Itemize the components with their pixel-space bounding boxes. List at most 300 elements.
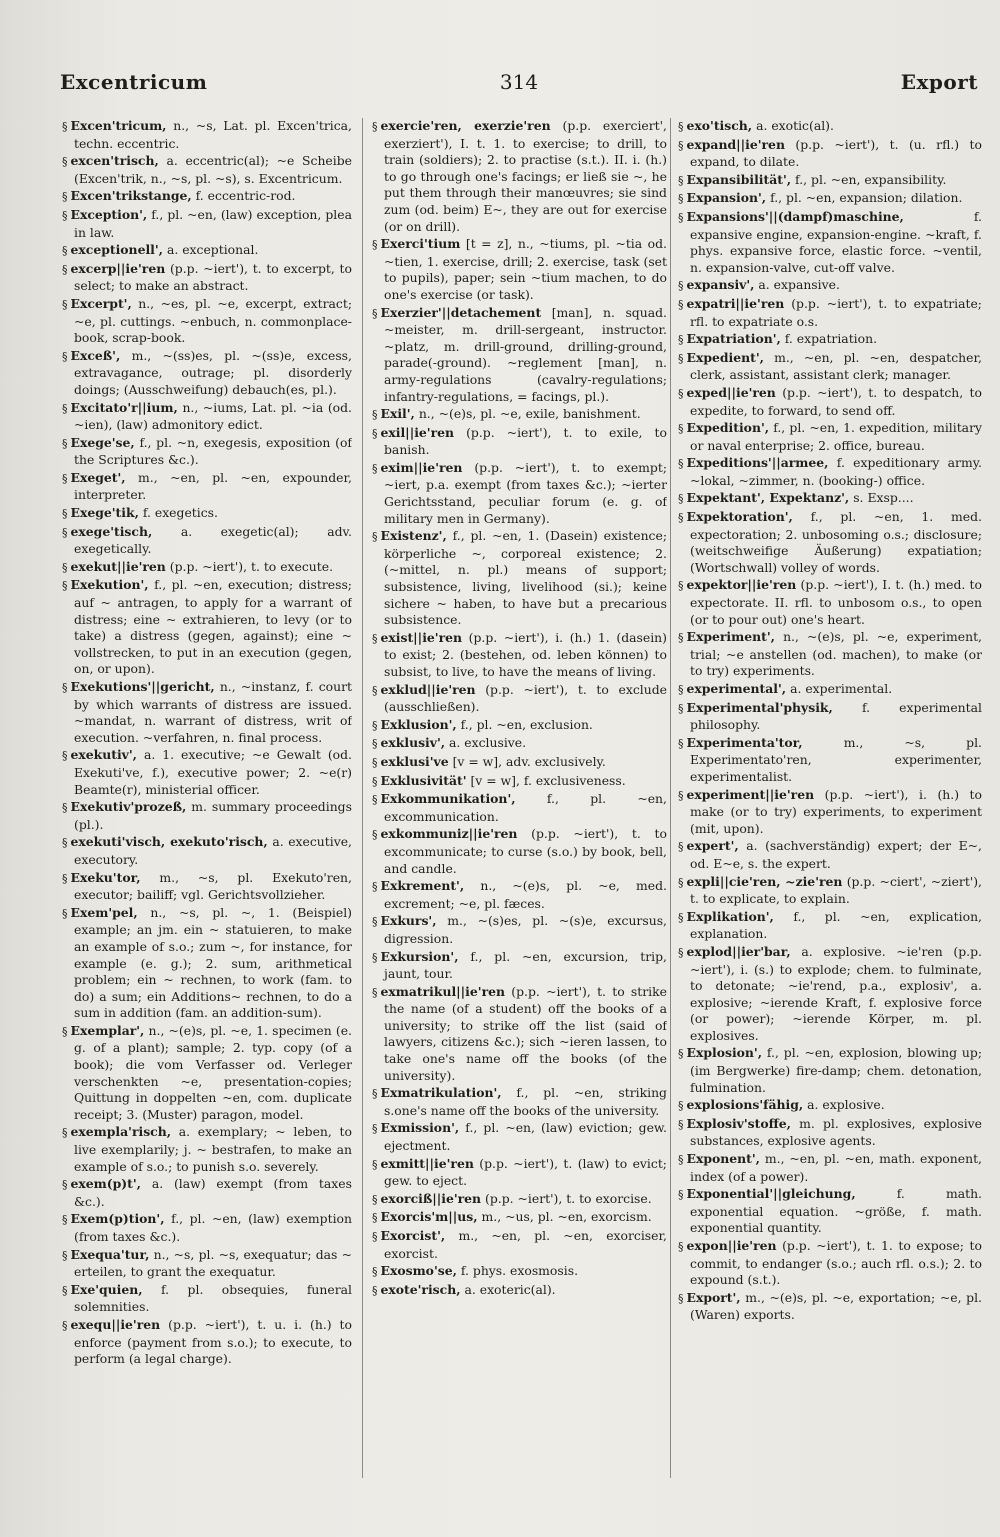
entry-definition: f. pl. obsequies, funeral solemnities. — [74, 1281, 352, 1315]
entry-definition: [v = w], f. exclusiveness. — [470, 772, 626, 788]
section-mark-icon: § — [372, 408, 378, 422]
entry-headword: exequ||ie'ren — [70, 1316, 161, 1332]
entry-definition: a. (sachverständig) expert; der E~, od. E~e, s. the expert. — [690, 838, 982, 871]
dictionary-entry — [678, 490, 982, 508]
entry-definition: f., pl. ~en, exclusion. — [460, 716, 593, 732]
entry-definition: a. exegetic(al); adv. exegetically. — [74, 523, 352, 557]
entry-headword: exote'risch, — [380, 1281, 461, 1297]
entry-headword: expand||ie'ren — [686, 136, 785, 152]
entry-definition: (p.p. ~ciert', ~ziert'), t. to explicate, to explain. — [690, 873, 982, 907]
entry-headword: exkommuniz||ie'ren — [380, 826, 518, 842]
entry-definition: [t = z], n., ~tiums, pl. ~tia od. ~tien, 1. exercise, drill; 2. exercise, task (set to pupils), paper; sein ~tium machen, to do one's exercise (or task). — [384, 236, 667, 302]
dictionary-entry — [62, 905, 352, 1022]
dictionary-entry — [372, 754, 667, 772]
section-mark-icon: § — [678, 701, 684, 715]
entry-definition: m., ~(e)s, pl. ~e, exportation; ~e, pl. (Waren) exports. — [690, 1289, 982, 1323]
section-mark-icon: § — [678, 910, 684, 924]
column-1 — [62, 118, 352, 1518]
entry-definition: m., ~us, pl. ~en, exorcism. — [481, 1209, 652, 1225]
entry-definition: a. (law) exempt (from taxes &c.). — [74, 1176, 352, 1209]
dictionary-entry — [678, 455, 982, 489]
dictionary-entry — [372, 949, 667, 983]
entry-definition: (p.p. ~iert'), t. (law) to evict; gew. to eject. — [384, 1155, 667, 1189]
dictionary-entry — [372, 1263, 667, 1281]
entry-definition: f., pl. ~en, execution; distress; auf ~ antragen, to apply for a warrant of distress; eine ~ extrahieren, to levy (or to take) a distress (gegen, against); eine ~ vollstrecken, to put in an execution (gegen, on, or upon). — [74, 577, 352, 677]
dictionary-entry — [372, 773, 667, 791]
dictionary-entry — [62, 799, 352, 833]
section-mark-icon: § — [678, 788, 684, 802]
entry-headword: exklusiv', — [380, 735, 446, 751]
entry-definition: n., ~(e)s, pl. ~e, 1. specimen (e. g. of a plant); sample; 2. typ. copy (of a book); die vom Verfasser od. Verleger verschenkten ~e, presentation-copies; Quittung in doppelten ~en, com. duplicate receipt; 3. (Muster) paragon, model. — [74, 1022, 352, 1122]
dictionary-entry — [678, 277, 982, 295]
dictionary-entry — [372, 878, 667, 912]
entry-definition: f. exegetics. — [142, 505, 218, 521]
section-mark-icon: § — [372, 1230, 378, 1243]
section-mark-icon: § — [62, 681, 68, 694]
section-mark-icon: § — [372, 828, 378, 842]
section-mark-icon: § — [372, 1265, 378, 1279]
dictionary-entry — [678, 874, 982, 908]
entry-headword: Exkurs', — [380, 913, 437, 929]
section-mark-icon: § — [62, 208, 68, 222]
dictionary-entry — [62, 1023, 352, 1124]
section-mark-icon: § — [62, 297, 68, 311]
section-mark-icon: § — [678, 840, 684, 854]
section-mark-icon: § — [62, 560, 68, 574]
section-mark-icon: § — [678, 422, 684, 436]
entry-definition: m. summary proceedings (pl.). — [74, 799, 352, 832]
dictionary-entry — [62, 242, 352, 260]
page-header — [60, 70, 978, 104]
section-mark-icon: § — [372, 737, 378, 751]
dictionary-entry — [62, 747, 352, 798]
entry-definition: (p.p. ~iert'), t. to exile, to banish. — [384, 424, 667, 458]
entry-definition: (p.p. ~iert'), t. to execute. — [169, 558, 334, 574]
entry-headword: Exil', — [380, 406, 415, 422]
entry-definition: (p.p. exerciert', exerziert'), I. t. 1. to exercise; to drill, to train (soldiers); 2. to practise (s.t.). II. i. (h.) to go through one's facings; er ließ sie ~, he put them through their manœuvres; sie sind zum (od. beim) E~, they are out for exercise (or on drill). — [384, 118, 667, 234]
dictionary-entry — [62, 261, 352, 295]
entry-headword: Expedition', — [686, 420, 770, 436]
entry-definition: n., ~(e)s, pl. ~e, exile, banishment. — [418, 406, 641, 422]
dictionary-entry — [678, 137, 982, 171]
entry-headword: excen'trisch, — [70, 153, 159, 169]
entry-definition: f. expansive engine, expansion-engine. ~kraft, f. phys. expansive force, elastic force. ~ventil, n. expansion-valve, cut-off valve. — [690, 208, 982, 275]
dictionary-entry — [372, 1282, 667, 1300]
dictionary-entry — [62, 1317, 352, 1368]
entry-headword: exklud||ie'ren — [380, 681, 476, 697]
entry-headword: Exklusivität' — [380, 772, 467, 788]
dictionary-entry — [62, 296, 352, 347]
section-mark-icon: § — [62, 801, 68, 815]
entry-definition: n., ~instanz, f. court by which warrants of distress are issued. ~mandat, n. warrant of distress, writ of execution. ~verfahren, n. final process. — [74, 679, 352, 745]
dictionary-entry — [678, 385, 982, 419]
section-mark-icon: § — [62, 401, 68, 415]
dictionary-entry — [62, 153, 352, 187]
section-mark-icon: § — [372, 120, 378, 133]
entry-headword: Experiment', — [686, 629, 775, 645]
entry-definition: f., pl. ~en, (law) exception, plea in law. — [74, 206, 352, 240]
entry-definition: m., ~(s)es, pl. ~(s)e, excursus, digression. — [384, 913, 667, 946]
dictionary-entry — [678, 296, 982, 330]
section-mark-icon: § — [372, 426, 378, 440]
entry-definition: a. exceptional. — [166, 242, 259, 258]
entry-headword: Exceß', — [70, 347, 121, 363]
entry-headword: exped||ie'ren — [686, 384, 776, 400]
entry-headword: Exmission', — [380, 1120, 460, 1136]
entry-definition: f., pl. ~en, explication, explanation. — [690, 908, 982, 942]
entry-definition: [v = w], adv. exclusively. — [452, 753, 606, 769]
entry-headword: Explikation', — [686, 908, 774, 924]
section-mark-icon: § — [62, 1283, 68, 1297]
entry-headword: Exemplar', — [70, 1022, 145, 1038]
entry-headword: exekutiv', — [70, 747, 137, 763]
dictionary-entry — [372, 1120, 667, 1154]
section-mark-icon: § — [62, 906, 68, 920]
entry-definition: a. experimental. — [790, 681, 893, 696]
dictionary-entry — [62, 188, 352, 206]
entry-headword: exem(p)t', — [70, 1176, 141, 1192]
section-mark-icon: § — [372, 306, 378, 320]
dictionary-entry — [62, 207, 352, 241]
dictionary-entry — [678, 350, 982, 384]
entry-definition: f. phys. exosmosis. — [460, 1263, 579, 1279]
dictionary-entry — [372, 1156, 667, 1190]
section-mark-icon: § — [678, 579, 684, 593]
entry-headword: Exerci'tium — [380, 236, 461, 252]
entry-definition: f. expeditionary army. ~lokal, ~zimmer, n. (booking-) office. — [690, 455, 982, 488]
entry-definition: a. explosive. — [807, 1097, 885, 1113]
entry-definition: (p.p. ~iert'), t. to excommunicate; to curse (s.o.) by book, bell, and candle. — [384, 826, 667, 876]
dictionary-entry — [372, 1209, 667, 1227]
entry-headword: exege'tisch, — [70, 523, 153, 539]
dictionary-entry — [372, 1085, 667, 1119]
dictionary-entry — [62, 435, 352, 469]
entry-headword: Excerpt', — [70, 295, 132, 311]
entry-headword: exempla'risch, — [70, 1124, 172, 1140]
section-mark-icon: § — [62, 871, 68, 885]
entry-definition: a. exoteric(al). — [464, 1281, 556, 1297]
entry-headword: Experimental'physik, — [686, 699, 833, 715]
entry-headword: exim||ie'ren — [380, 459, 463, 475]
section-mark-icon: § — [62, 579, 68, 593]
dictionary-entry — [62, 1211, 352, 1245]
entry-headword: Exkursion', — [380, 948, 459, 964]
section-mark-icon: § — [678, 683, 684, 696]
dictionary-entry — [678, 700, 982, 734]
entry-definition: m., ~s, pl. Exekuto'ren, executor; bailiff; vgl. Gerichtsvollzieher. — [74, 869, 352, 903]
section-mark-icon: § — [372, 238, 378, 252]
section-mark-icon: § — [62, 507, 68, 521]
entry-definition: (p.p. ~iert'), t. 1. to expose; to commit, to endanger (s.o.; auch rfl. o.s.); 2. to expound (s.t.). — [690, 1238, 982, 1288]
section-mark-icon: § — [678, 351, 684, 365]
dictionary-entry — [62, 118, 352, 152]
entry-definition: (p.p. ~iert'), t. u. i. (h.) to enforce (payment from s.o.); to execute, to perform (a legal charge). — [74, 1316, 352, 1367]
entry-headword: Exception', — [70, 206, 148, 222]
entry-definition: (p.p. ~iert'), t. to despatch, to expedite, to forward, to send off. — [690, 384, 982, 418]
entry-headword: Exponential'||gleichung, — [686, 1186, 856, 1202]
dictionary-entry — [372, 1191, 667, 1209]
dictionary-entry — [678, 1045, 982, 1096]
entry-headword: excerp||ie'ren — [70, 260, 166, 276]
section-mark-icon: § — [62, 749, 68, 763]
dictionary-entry — [372, 118, 667, 235]
section-mark-icon: § — [62, 1024, 68, 1038]
section-mark-icon: § — [372, 950, 378, 964]
section-mark-icon: § — [678, 1291, 684, 1305]
dictionary-entry — [372, 682, 667, 716]
entry-headword: Exeget', — [70, 469, 126, 485]
section-mark-icon: § — [678, 279, 684, 293]
section-mark-icon: § — [678, 457, 684, 471]
dictionary-entry — [678, 629, 982, 680]
entry-headword: Expedient', — [686, 349, 764, 365]
entry-headword: exklusi've — [380, 753, 449, 769]
entry-definition: a. 1. executive; ~e Gewalt (od. Exekuti've, f.), executive power; 2. ~e(r) Beamte(r), ministerial officer. — [74, 747, 352, 797]
entry-definition: m., ~en, pl. ~en, expounder, interpreter. — [74, 469, 352, 503]
entry-definition: f., pl. ~en, 1. med. expectoration; 2. unbosoming o.s.; disclosure; (weitschweifige Äußerung) expatiation; (Wortschwall) volley of words. — [690, 509, 982, 575]
entry-definition: f., pl. ~en, excursion, trip, jaunt, tour. — [384, 948, 667, 982]
entry-definition: m., ~en, pl. ~en, math. exponent, index (of a power). — [690, 1151, 982, 1184]
section-mark-icon: § — [62, 1126, 68, 1140]
dictionary-entry — [62, 1247, 352, 1281]
entry-definition: f., pl. ~en, expansibility. — [795, 171, 947, 187]
section-mark-icon: § — [62, 1213, 68, 1227]
section-mark-icon: § — [62, 471, 68, 485]
section-mark-icon: § — [372, 774, 378, 788]
dictionary-entry — [372, 717, 667, 735]
entry-definition: a. expansive. — [758, 277, 840, 293]
section-mark-icon: § — [372, 915, 378, 929]
section-mark-icon: § — [372, 631, 378, 645]
dictionary-entry — [678, 331, 982, 349]
entry-headword: Exponent', — [686, 1151, 760, 1167]
entry-headword: Exerzier'||detachement — [380, 304, 542, 320]
section-mark-icon: § — [678, 511, 684, 525]
dictionary-entry — [62, 1176, 352, 1210]
entry-headword: Experimenta'tor, — [686, 734, 803, 750]
entry-definition: n., ~(e)s, pl. ~e, experiment, trial; ~e anstellen (od. machen), to make (or to try) experiments. — [690, 629, 982, 679]
entry-definition: n., ~(e)s, pl. ~e, med. excrement; ~e, pl. fæces. — [384, 878, 667, 911]
section-mark-icon: § — [62, 262, 68, 276]
entry-definition: (p.p. ~iert'), t. (u. rfl.) to expand, to dilate. — [690, 136, 982, 170]
entry-definition: a. exemplary; ~ leben, to live exemplarily; j. ~ bestrafen, to make an example of s.o.; to punish s.o. severely. — [74, 1124, 352, 1174]
section-mark-icon: § — [678, 1153, 684, 1167]
entry-headword: Exekution', — [70, 577, 149, 593]
entry-headword: experiment||ie'ren — [686, 786, 815, 802]
entry-definition: a. eccentric(al); ~e Scheibe (Excen'trik, n., ~s, pl. ~s), s. Excentricum. — [74, 153, 352, 186]
entry-definition: (p.p. ~iert'), t. to exorcise. — [485, 1190, 652, 1206]
entry-definition: f., pl. ~en, explosion, blowing up; (im Bergwerke) fire-damp; chem. detonation, fulmination. — [690, 1045, 982, 1095]
entry-definition: (p.p. ~iert'), t. to exempt; ~iert, p.a. exempt (from taxes &c.); ~ierter Gerichtsstand, peculiar forum (e. g. of military men in Germany). — [384, 459, 667, 526]
section-mark-icon: § — [372, 1211, 378, 1225]
dictionary-entry — [62, 870, 352, 904]
entry-definition: f., pl. ~en, striking s.one's name off the books of the university. — [384, 1085, 667, 1118]
entry-headword: Expektant', Expektanz', — [686, 490, 850, 506]
section-mark-icon: § — [678, 333, 684, 347]
columns-container — [62, 118, 982, 1518]
entry-definition: m., ~s, pl. Experimentato'ren, experimenter, experimentalist. — [690, 734, 982, 784]
dictionary-entry — [62, 1282, 352, 1316]
dictionary-entry — [372, 735, 667, 753]
entry-headword: exceptionell', — [70, 242, 163, 258]
section-mark-icon: § — [62, 155, 68, 169]
dictionary-entry — [372, 460, 667, 527]
dictionary-entry — [678, 787, 982, 838]
dictionary-entry — [678, 118, 982, 136]
entry-headword: Exekutiv'prozeß, — [70, 799, 187, 815]
dictionary-entry — [678, 681, 982, 699]
entry-definition: f. experimental philosophy. — [690, 699, 982, 733]
section-mark-icon: § — [372, 1192, 378, 1206]
entry-headword: Expansions'||(dampf)maschine, — [686, 208, 904, 224]
section-mark-icon: § — [62, 1248, 68, 1262]
dictionary-entry — [372, 984, 667, 1085]
entry-headword: Excen'tricum, — [70, 118, 167, 133]
entry-headword: Exequa'tur, — [70, 1246, 150, 1262]
dictionary-entry — [678, 909, 982, 943]
entry-headword: Exorcis'm||us, — [380, 1209, 478, 1225]
entry-headword: Excitato'r||ium, — [70, 399, 178, 415]
entry-headword: Expansion', — [686, 190, 767, 206]
entry-headword: exmitt||ie'ren — [380, 1155, 474, 1171]
entry-definition: f., pl. ~n, exegesis, exposition (of the Scriptures &c.). — [74, 434, 352, 468]
section-mark-icon: § — [678, 736, 684, 750]
dictionary-entry — [678, 1097, 982, 1115]
entry-definition: f., pl. ~en, (law) exemption (from taxes &c.). — [74, 1211, 352, 1244]
entry-definition: (p.p. ~iert'), t. to expatriate; rfl. to expatriate o.s. — [690, 295, 982, 329]
dictionary-entry — [678, 1151, 982, 1185]
entry-headword: Expeditions'||armee, — [686, 455, 829, 471]
entry-definition: (p.p. ~iert'), i. (h.) 1. (dasein) to exist; 2. (bestehen, od. leben können) to subsist, to live, to have the means of living. — [384, 629, 667, 679]
entry-headword: exorciß||ie'ren — [380, 1190, 482, 1206]
entry-headword: Exege'se, — [70, 434, 135, 450]
entry-definition: f., pl. ~en, expansion; dilation. — [770, 190, 963, 206]
entry-headword: expatri||ie'ren — [686, 295, 785, 311]
entry-headword: exil||ie'ren — [380, 424, 455, 440]
section-mark-icon: § — [372, 530, 378, 544]
section-mark-icon: § — [678, 1188, 684, 1202]
dictionary-entry — [372, 305, 667, 406]
dictionary-entry — [678, 1238, 982, 1289]
entry-definition: a. exclusive. — [449, 735, 527, 751]
entry-definition: n., ~iums, Lat. pl. ~ia (od. ~ien), (law) admonitory edict. — [74, 399, 352, 433]
section-mark-icon: § — [62, 1178, 68, 1192]
section-mark-icon: § — [678, 386, 684, 400]
dictionary-entry — [62, 400, 352, 434]
entry-definition: f., pl. ~en, excommunication. — [384, 791, 667, 824]
entry-definition: f., pl. ~en, 1. (Dasein) existence; körperliche ~, corporeal existence; 2. (~mittel, n. pl.) means of support; subsistence, living, livelihood (si.); keine sichere ~ haben, to have but a precarious subsistence. — [384, 528, 667, 628]
entry-headword: Explosiv'stoffe, — [686, 1115, 791, 1131]
entry-headword: Exem(p)tion', — [70, 1211, 165, 1227]
section-mark-icon: § — [62, 1318, 68, 1332]
section-mark-icon: § — [372, 461, 378, 475]
entry-definition: f. math. exponential equation. ~größe, f. math. exponential quantity. — [690, 1186, 982, 1236]
section-mark-icon: § — [678, 173, 684, 187]
entry-headword: Exe'quien, — [70, 1281, 143, 1297]
entry-definition: (p.p. ~iert'), i. (h.) to make (or to try) experiments, to experiment (mit, upon). — [690, 786, 982, 836]
section-mark-icon: § — [372, 755, 378, 769]
entry-definition: a. executive, executory. — [74, 834, 352, 867]
entry-headword: expli||cie'ren, ~zie'ren — [686, 873, 843, 889]
dictionary-entry — [62, 348, 352, 399]
section-mark-icon: § — [62, 190, 68, 204]
entry-headword: Exmatrikulation', — [380, 1085, 502, 1101]
entry-headword: Exosmo'se, — [380, 1263, 457, 1279]
dictionary-entry — [678, 944, 982, 1045]
section-mark-icon: § — [678, 631, 684, 645]
section-mark-icon: § — [678, 120, 684, 133]
entry-headword: Exem'pel, — [70, 904, 138, 920]
entry-definition: s. Exsp.... — [853, 490, 914, 506]
entry-definition: f. eccentric-rod. — [195, 188, 296, 204]
entry-headword: Expansibilität', — [686, 171, 792, 187]
entry-headword: Excen'trikstange, — [70, 188, 192, 204]
dictionary-entry — [372, 528, 667, 629]
entry-headword: Expektoration', — [686, 509, 793, 525]
dictionary-entry — [372, 913, 667, 947]
section-mark-icon: § — [62, 836, 68, 850]
entry-definition: (p.p. ~iert'), t. to excerpt, to select; to make an abstract. — [74, 260, 352, 294]
section-mark-icon: § — [372, 1283, 378, 1297]
section-mark-icon: § — [678, 210, 684, 224]
dictionary-entry — [62, 1124, 352, 1175]
dictionary-entry — [62, 834, 352, 868]
entry-definition: (p.p. ~iert'), t. to strike the name (of a student) off the books of a university; to strike off the list (said of lawyers, citizens &c.); sich ~ieren lassen, to take one's name off the books (of the university). — [384, 983, 667, 1083]
entry-headword: expektor||ie'ren — [686, 577, 797, 593]
entry-definition: [man], n. squad. ~meister, m. drill-sergeant, instructor. ~platz, m. drill-ground, drilling-ground, parade(-ground). ~reglement [man], n. army-regulations (cavalry-regulations; infantry-regulations, = facings, pl.). — [384, 304, 667, 404]
entry-definition: m., ~(ss)es, pl. ~(ss)e, excess, extravagance, outrage; pl. disorderly doings; (Ausschweifung) debauch(es, pl.). — [74, 347, 352, 397]
section-mark-icon: § — [62, 244, 68, 258]
entry-headword: Exklusion', — [380, 716, 457, 732]
section-mark-icon: § — [372, 1157, 378, 1171]
column-2 — [372, 118, 667, 1518]
entry-headword: Expatriation', — [686, 331, 781, 347]
section-mark-icon: § — [62, 120, 68, 133]
entry-headword: Existenz', — [380, 528, 447, 544]
entry-headword: exmatrikul||ie'ren — [380, 983, 505, 999]
entry-definition: m. pl. explosives, explosive substances, explosive agents. — [690, 1115, 982, 1149]
dictionary-entry — [62, 470, 352, 504]
section-mark-icon: § — [62, 436, 68, 450]
column-3 — [678, 118, 982, 1518]
dictionary-entry — [372, 826, 667, 877]
entry-headword: exo'tisch, — [686, 118, 753, 133]
dictionary-entry — [62, 505, 352, 523]
entry-headword: experimental', — [686, 681, 787, 696]
section-mark-icon: § — [62, 349, 68, 363]
dictionary-entry — [62, 524, 352, 558]
entry-definition: m., ~en, pl. ~en, despatcher, clerk, assistant, assistant clerk; manager. — [690, 349, 982, 383]
dictionary-entry — [678, 735, 982, 786]
section-mark-icon: § — [372, 793, 378, 807]
section-mark-icon: § — [372, 683, 378, 697]
dictionary-entry — [372, 630, 667, 681]
dictionary-entry — [678, 420, 982, 454]
section-mark-icon: § — [372, 718, 378, 732]
dictionary-entry — [678, 1116, 982, 1150]
dictionary-entry — [372, 406, 667, 424]
entry-headword: exist||ie'ren — [380, 629, 462, 645]
entry-headword: Exorcist', — [380, 1228, 446, 1243]
header-right-guideword: Export — [900, 70, 978, 94]
dictionary-entry — [678, 509, 982, 576]
dictionary-entry — [62, 577, 352, 678]
dictionary-entry — [62, 559, 352, 577]
entry-definition: f. expatriation. — [784, 331, 878, 347]
entry-headword: Exkrement', — [380, 878, 465, 894]
section-mark-icon: § — [372, 1122, 378, 1136]
entry-headword: expon||ie'ren — [686, 1238, 777, 1253]
